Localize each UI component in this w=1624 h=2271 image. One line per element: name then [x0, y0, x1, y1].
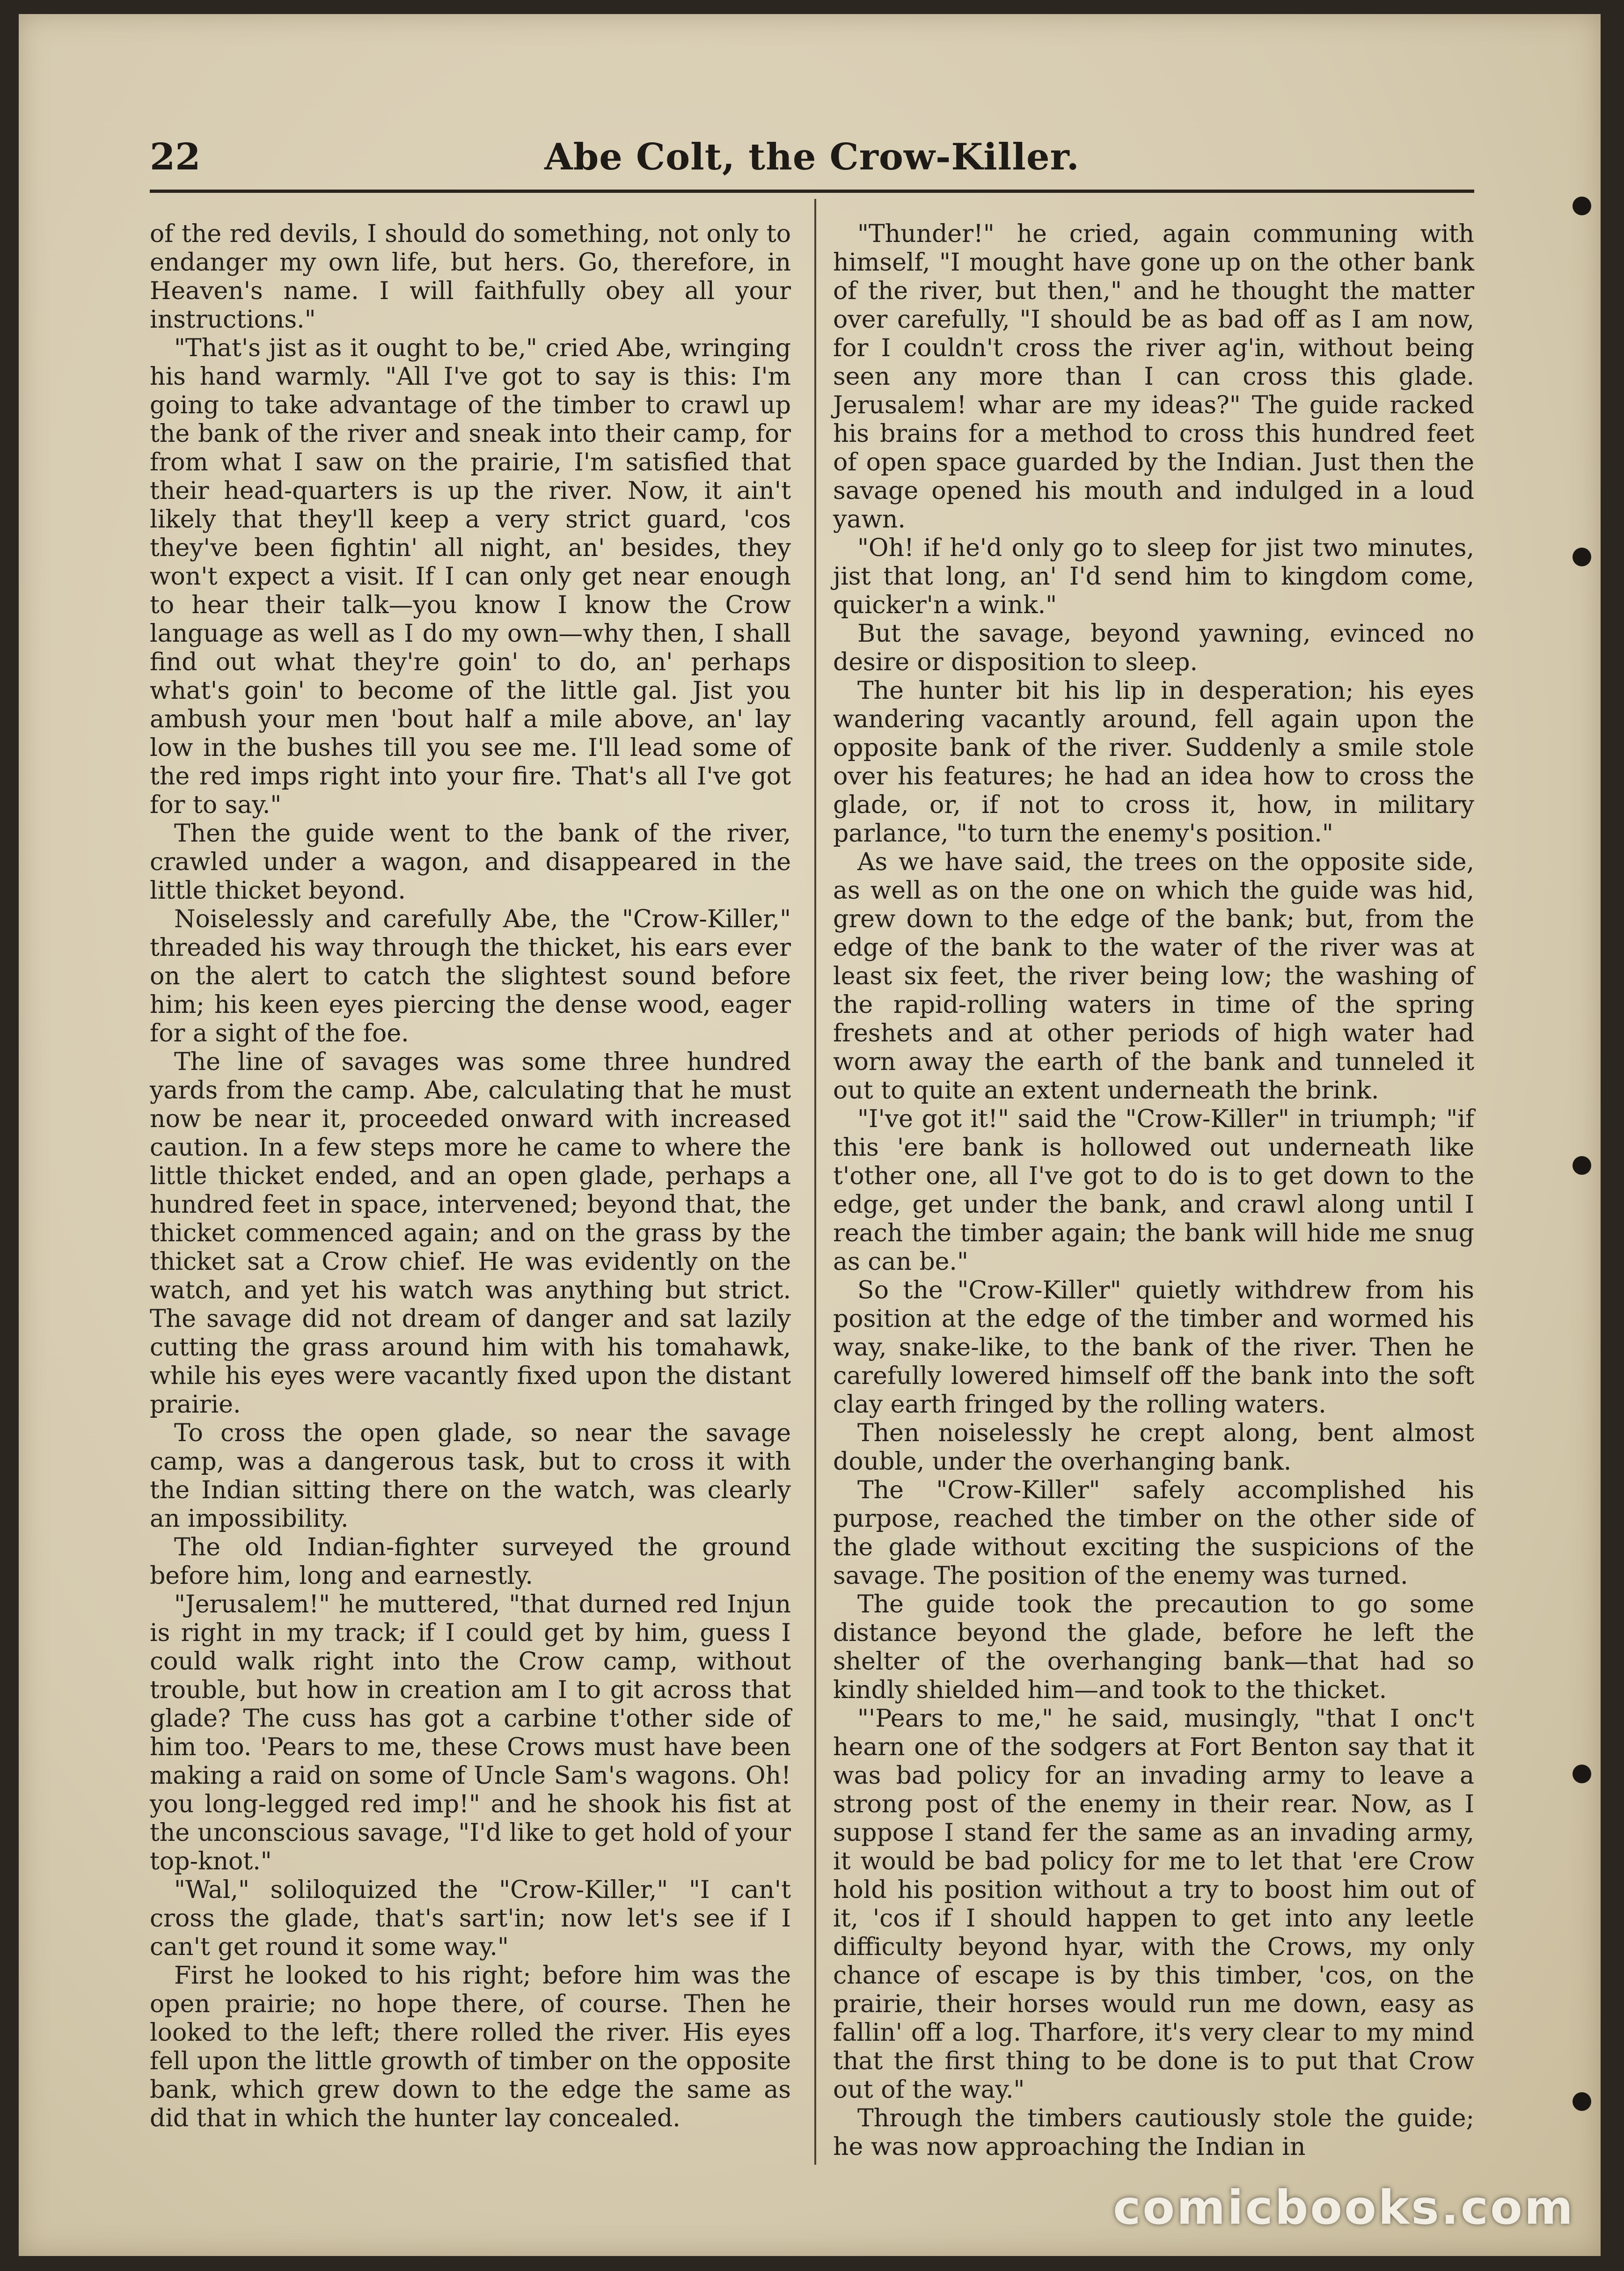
page-number: 22 [150, 136, 201, 178]
paragraph: Then noiselessly he crept along, bent almost double, under the overhanging bank. [833, 1419, 1474, 1476]
header-rule [150, 190, 1474, 193]
paragraph: "I've got it!" said the "Crow-Killer" in triumph; "if this 'ere bank is hollowed out underneath like t'other one, all I've got to do is to get down to the edge, get under the bank, and crawl along until I reach the timber again; the bank will hide me snug as can be." [833, 1105, 1474, 1276]
paragraph: "Thunder!" he cried, again communing with himself, "I mought have gone up on the other bank of the river, but then," and he thought the matter over carefully, "I should be as bad off as I am now, for I couldn't cross the river ag'in, without being seen any more than I can cross this glade. Jerusalem! whar are my ideas?" The guide racked his brains for a method to cross this hundred feet of open space guarded by the Indian. Just then the savage opened his mouth and indulged in a loud yawn. [833, 220, 1474, 534]
binding-hole [1573, 548, 1591, 566]
paragraph: The guide took the precaution to go some distance beyond the glade, before he left the shelter of the overhanging bank—that had so kindly shielded him—and took to the thicket. [833, 1590, 1474, 1704]
paragraph: To cross the open glade, so near the savage camp, was a dangerous task, but to cross it with the Indian sitting there on the watch, was clearly an impossibility. [150, 1419, 791, 1533]
paragraph: The old Indian-fighter surveyed the ground before him, long and earnestly. [150, 1533, 791, 1590]
right-column [833, 220, 1474, 2161]
column-rule [814, 199, 816, 2165]
paragraph: "Wal," soliloquized the "Crow-Killer," "I can't cross the glade, that's sart'in; now let's see if I can't get round it some way." [150, 1876, 791, 1961]
paragraph: Through the timbers cautiously stole the guide; he was now approaching the Indian in [833, 2104, 1474, 2161]
page-header [150, 131, 1474, 187]
paragraph: "Jerusalem!" he muttered, "that durned red Injun is right in my track; if I could get by him, guess I could walk right into the Crow camp, without trouble, but how in creation am I to git across that glade? The cuss has got a carbine t'other side of him too. 'Pears to me, these Crows must have been making a raid on some of Uncle Sam's wagons. Oh! you long-legged red imp!" and he shook his fist at the unconscious savage, "I'd like to get hold of your top-knot." [150, 1590, 791, 1875]
binding-hole [1573, 197, 1591, 215]
paragraph: "That's jist as it ought to be," cried Abe, wringing his hand warmly. "All I've got to say is this: I'm going to take advantage of the timber to crawl up the bank of the river and sneak into their camp, for from what I saw on the prairie, I'm satisfied that their head-quarters is up the river. Now, it ain't likely that they'll keep a very strict guard, 'cos they've been fightin' all night, an' besides, they won't expect a visit. If I can only get near enough to hear their talk—you know I know the Crow language as well as I do my own—why then, I shall find out what they're goin' to do, an' perhaps what's goin' to become of the little gal. Jist you ambush your men 'bout half a mile above, an' lay low in the bushes till you see me. I'll lead some of the red imps right into your fire. That's all I've got for to say." [150, 334, 791, 819]
paragraph: of the red devils, I should do something, not only to endanger my own life, but hers. Go, therefore, in Heaven's name. I will faithfully obey all your instructions." [150, 220, 791, 334]
paragraph: As we have said, the trees on the opposite side, as well as on the one on which the guide was hid, grew down to the edge of the bank; but, from the edge of the bank to the water of the river was at least six feet, the river being low; the washing of the rapid-rolling waters in time of the spring freshets and at other periods of high water had worn away the earth of the bank and tunneled it out to quite an extent underneath the brink. [833, 848, 1474, 1105]
paragraph: The "Crow-Killer" safely accomplished his purpose, reached the timber on the other side of the glade without exciting the suspicions of the savage. The position of the enemy was turned. [833, 1476, 1474, 1590]
paragraph: First he looked to his right; before him was the open prairie; no hope there, of course. Then he looked to the left; there rolled the river. His eyes fell upon the little growth of timber on the opposite bank, which grew down to the edge the same as did that in which the hunter lay concealed. [150, 1962, 791, 2132]
watermark: comicbooks.com [1113, 2180, 1575, 2235]
paragraph: The hunter bit his lip in desperation; his eyes wandering vacantly around, fell again upon the opposite bank of the river. Suddenly a smile stole over his features; he had an idea how to cross the glade, or, if not to cross it, how, in military parlance, "to turn the enemy's position." [833, 677, 1474, 848]
left-column [150, 220, 791, 2133]
paragraph: "Oh! if he'd only go to sleep for jist two minutes, jist that long, an' I'd send him to kingdom come, quicker'n a wink." [833, 534, 1474, 619]
running-title: Abe Colt, the Crow-Killer. [544, 136, 1080, 178]
binding-hole [1573, 2092, 1591, 2111]
binding-hole [1573, 1156, 1591, 1175]
binding-hole [1573, 1765, 1591, 1783]
paragraph: So the "Crow-Killer" quietly withdrew from his position at the edge of the timber and wormed his way, snake-like, to the bank of the river. Then he carefully lowered himself off the bank into the soft clay earth fringed by the rolling waters. [833, 1276, 1474, 1419]
paragraph: But the savage, beyond yawning, evinced no desire or disposition to sleep. [833, 620, 1474, 676]
paragraph: "'Pears to me," he said, musingly, "that I onc't hearn one of the sodgers at Fort Benton say that it was bad policy for an invading army to leave a strong post of the enemy in their rear. Now, as I suppose I stand fer the same as an invading army, it would be bad policy for me to let that 'ere Crow hold his position without a try to boost him out of it, 'cos if I should happen to get into any leetle difficulty beyond hyar, with the Crows, my only chance of escape is by this timber, 'cos, on the prairie, their horses would run me down, easy as fallin' off a log. Tharfore, it's very clear to my mind that the first thing to be done is to put that Crow out of the way." [833, 1705, 1474, 2104]
paragraph: Noiselessly and carefully Abe, the "Crow-Killer," threaded his way through the thicket, his ears ever on the alert to catch the slightest sound before him; his keen eyes piercing the dense wood, eager for a sight of the foe. [150, 905, 791, 1048]
paragraph: The line of savages was some three hundred yards from the camp. Abe, calculating that he must now be near it, proceeded onward with increased caution. In a few steps more he came to where the little thicket ended, and an open glade, perhaps a hundred feet in space, intervened; beyond that, the thicket commenced again; and on the grass by the thicket sat a Crow chief. He was evidently on the watch, and yet his watch was anything but strict. The savage did not dream of danger and sat lazily cutting the grass around him with his tomahawk, while his eyes were vacantly fixed upon the distant prairie. [150, 1048, 791, 1419]
magazine-page [19, 14, 1601, 2256]
paragraph: Then the guide went to the bank of the river, crawled under a wagon, and disappeared in the little thicket beyond. [150, 820, 791, 905]
